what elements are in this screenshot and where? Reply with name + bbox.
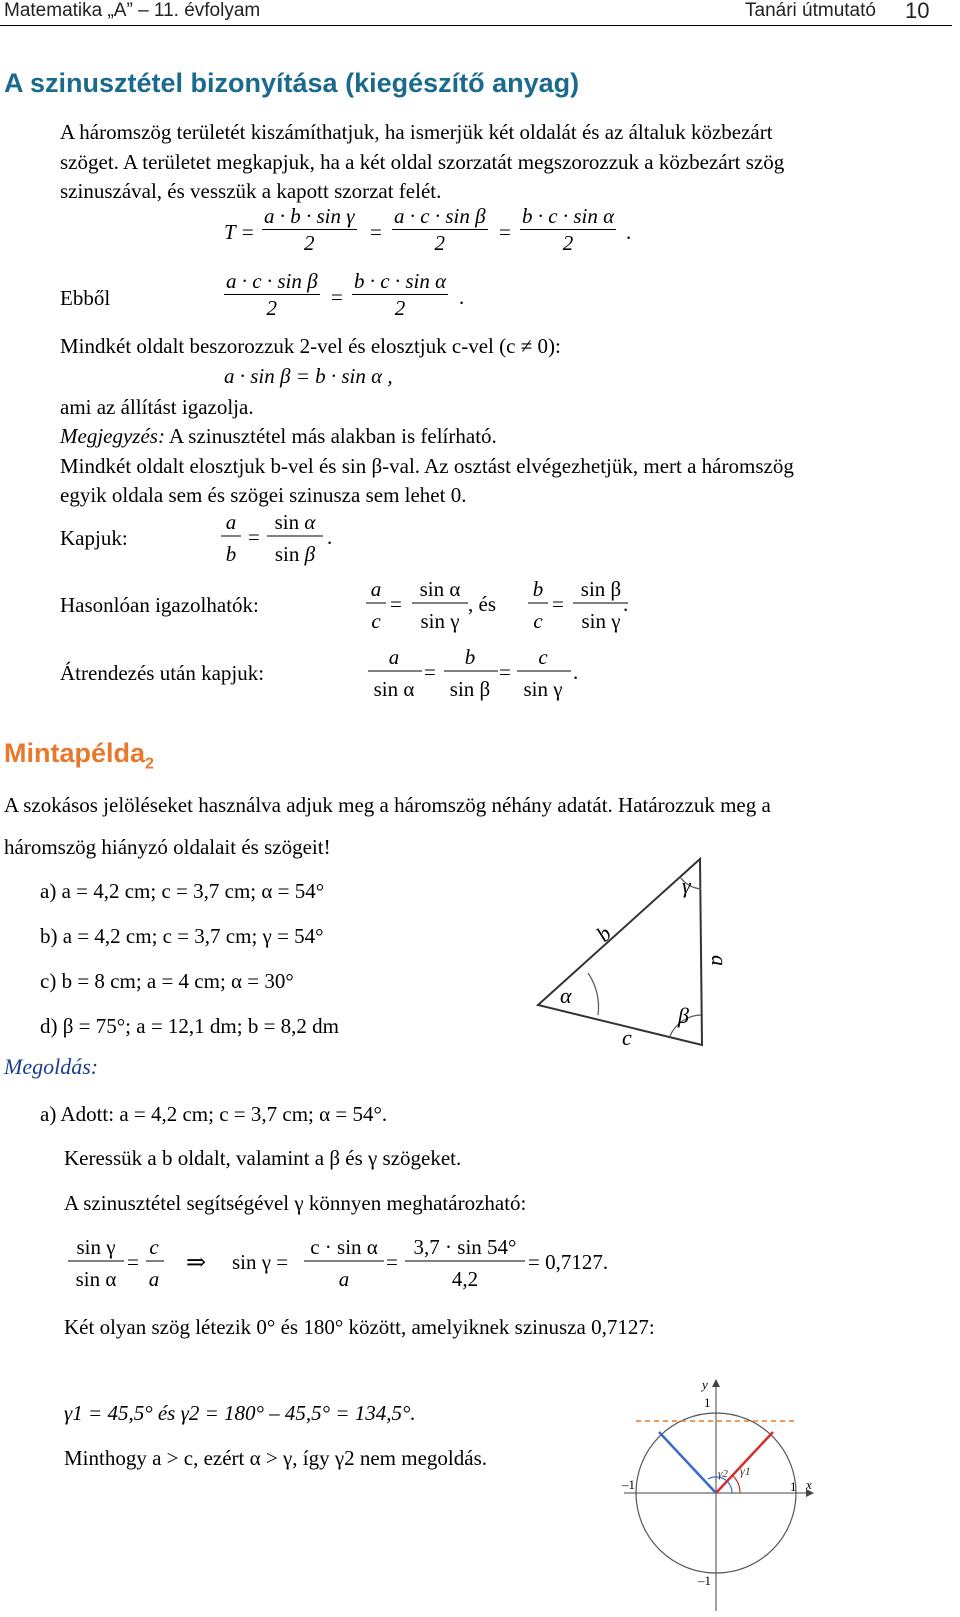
item-b: b) a = 4,2 cm; c = 3,7 cm; γ = 54° (40, 924, 324, 948)
gammas-line: γ1 = 45,5° és γ2 = 180° – 45,5° = 134,5°. (64, 1401, 416, 1425)
svg-text:.: . (573, 660, 579, 684)
calc-f3-den: a (338, 1267, 350, 1291)
intro-line-2: szöget. A területet megkapjuk, ha a két oldal szorzatát megszorozzuk a közbezárt szög (60, 150, 785, 174)
area-frac-1-den: 2 (304, 231, 315, 255)
section-title: A szinusztétel bizonyítása (kiegészítő anyag) (4, 68, 580, 98)
svg-text:sin β: sin β (580, 577, 622, 601)
uc-y: y (702, 1377, 708, 1392)
svg-text:=: = (499, 660, 511, 684)
search-line: Keressük a b oldalt, valamint a β és γ szögeket. (64, 1146, 462, 1170)
item-c: c) b = 8 cm; a = 4 cm; α = 30° (40, 969, 294, 993)
calc-f3-num: c · sin α (310, 1235, 378, 1259)
svg-text:b: b (532, 577, 544, 601)
result-line: a · sin β = b · sin α , (224, 364, 393, 388)
svg-text:=: = (386, 1250, 398, 1274)
calc-formula (60, 1230, 660, 1300)
ebbol-frac-2-den: 2 (394, 296, 406, 320)
ebbol-frac-1 (224, 268, 320, 321)
es-word: , és (468, 592, 496, 616)
calc-f2-den: a (148, 1267, 160, 1291)
kapjuk-a: a (225, 510, 237, 534)
solution-label: Megoldás: (4, 1054, 99, 1079)
area-frac-3-den: 2 (562, 231, 574, 255)
triangle-b: b (591, 920, 617, 947)
calc-f1-num: sin γ (76, 1235, 116, 1259)
svg-text:=: = (390, 592, 402, 616)
intro-line-3: szinuszával, és vesszük a kapott szorzat felét. (60, 179, 442, 203)
kapjuk-sin-beta: sin β (274, 542, 316, 566)
calc-f4-num: 3,7 · sin 54° (413, 1235, 517, 1259)
unit-circle-figure (620, 1375, 820, 1615)
calc-result: = 0,7127. (528, 1250, 609, 1274)
conclusion-line: Minthogy a > c, ezért α > γ, így γ2 nem megoldás. (64, 1446, 487, 1470)
note-line (60, 421, 497, 451)
svg-text:c: c (533, 609, 543, 633)
svg-text:b: b (464, 645, 476, 669)
svg-text:sin α: sin α (419, 577, 461, 601)
kapjuk-sin-alpha: sin α (274, 510, 316, 534)
ebbol-end: . (459, 285, 465, 309)
intro-line-1: A háromszög területét kiszámíthatjuk, ha ismerjük két oldalát és az általuk közbezárt (60, 120, 773, 144)
svg-text:sin γ: sin γ (523, 677, 563, 701)
example-heading-sub: 2 (145, 755, 154, 773)
ebbol-eq: = (331, 285, 343, 309)
area-eq-2: = (499, 220, 511, 244)
ebbol-frac-1-num: a · c · sin β (226, 269, 318, 293)
svg-text:.: . (327, 525, 333, 549)
item-d: d) β = 75°; a = 12,1 dm; b = 8,2 dm (40, 1014, 340, 1038)
svg-text:=: = (127, 1250, 139, 1274)
atrendezes-formula (360, 640, 610, 710)
svg-text:a: a (388, 645, 400, 669)
calc-f2-num: c (149, 1235, 159, 1259)
calc-arrow: ⇒ (186, 1250, 207, 1276)
triangle-beta: β (678, 1003, 689, 1028)
hasonloan-label: Hasonlóan igazolhatók: (60, 593, 259, 617)
area-frac-1-num: a · b · sin γ (264, 204, 355, 228)
area-frac-2 (392, 203, 488, 256)
multiply-line: Mindkét oldalt beszorozzuk 2-vel és elosztjuk c-vel (c ≠ 0): (60, 334, 561, 358)
proves-line: ami az állítást igazolja. (60, 395, 254, 419)
example-heading: Mintapélda$_2$ (4, 738, 154, 773)
uc-minus-one-left: –1 (622, 1477, 635, 1492)
ebbol-frac-2-num: b · c · sin α (354, 269, 447, 293)
svg-text:c: c (538, 645, 548, 669)
note-label: Megjegyzés: (60, 424, 165, 448)
two-angles-line: Két olyan szög létezik 0° és 180° között, amelyiknek szinusza 0,7127: (64, 1315, 655, 1339)
triangle-a: a (707, 955, 732, 966)
area-end: . (626, 220, 632, 244)
triangle-gamma: γ (682, 873, 691, 898)
svg-text:=: = (248, 525, 260, 549)
svg-text:sin γ: sin γ (420, 609, 460, 633)
svg-text:=: = (552, 592, 564, 616)
uc-g1: γ1 (740, 1464, 751, 1478)
calc-f1-den: sin α (75, 1267, 117, 1291)
page-number: 10 (905, 0, 930, 23)
uc-x: x (806, 1477, 812, 1492)
area-frac-2-den: 2 (434, 231, 446, 255)
kapjuk-b: b (225, 542, 237, 566)
ebbol-label: Ebből (60, 286, 111, 310)
ebbol-frac-2 (352, 268, 448, 321)
header-rule (0, 25, 952, 26)
svg-text:=: = (424, 660, 436, 684)
note-text: A szinusztétel más alakban is felírható. (164, 424, 497, 448)
svg-text:.: . (623, 592, 629, 616)
uc-minus-one-bottom: –1 (698, 1573, 711, 1588)
calc-f4-den: 4,2 (451, 1267, 479, 1291)
uc-one-top: 1 (704, 1395, 711, 1410)
area-frac-2-num: a · c · sin β (394, 204, 486, 228)
task-line-2: háromszög hiányzó oldalait és szögeit! (4, 835, 331, 859)
atrendezes-label: Átrendezés után kapjuk: (60, 661, 265, 685)
svg-text:a: a (370, 577, 382, 601)
kapjuk-label: Kapjuk: (60, 526, 128, 550)
triangle-alpha: α (560, 983, 572, 1008)
svg-text:c: c (371, 609, 381, 633)
header-guide: Tanári útmutató (745, 0, 876, 21)
triangle-c: c (622, 1025, 632, 1050)
area-lhs: T = (224, 220, 255, 244)
divide-line-1: Mindkét oldalt elosztjuk b-vel és sin β-val. Az osztást elvégezhetjük, mert a háromszög (60, 454, 794, 478)
method-line: A szinusztétel segítségével γ könnyen meghatározható: (64, 1191, 527, 1215)
item-a: a) a = 4,2 cm; c = 3,7 cm; α = 54° (40, 879, 325, 903)
area-frac-3 (520, 203, 616, 256)
svg-text:sin α: sin α (373, 677, 415, 701)
svg-text:sin γ: sin γ (581, 609, 621, 633)
uc-g2: γ2 (718, 1468, 728, 1480)
header-course: Matematika „A” – 11. évfolyam (4, 0, 261, 21)
kapjuk-formula (215, 505, 355, 575)
divide-line-2: egyik oldala sem és szögei szinusza sem lehet 0. (60, 483, 467, 507)
svg-text:sin β: sin β (449, 677, 491, 701)
uc-one-right: 1 (790, 1479, 797, 1494)
task-line-1: A szokásos jelöléseket használva adjuk meg a háromszög néhány adatát. Határozzuk meg a (4, 793, 771, 817)
area-frac-1 (262, 203, 357, 256)
calc-lhs2: sin γ = (232, 1250, 289, 1274)
ebbol-frac-1-den: 2 (266, 296, 278, 320)
hasonloan-formula (360, 572, 640, 642)
area-eq-1: = (370, 220, 382, 244)
area-frac-3-num: b · c · sin α (522, 204, 615, 228)
triangle-figure (530, 855, 760, 1055)
given-line: a) Adott: a = 4,2 cm; c = 3,7 cm; α = 54°. (40, 1102, 388, 1126)
